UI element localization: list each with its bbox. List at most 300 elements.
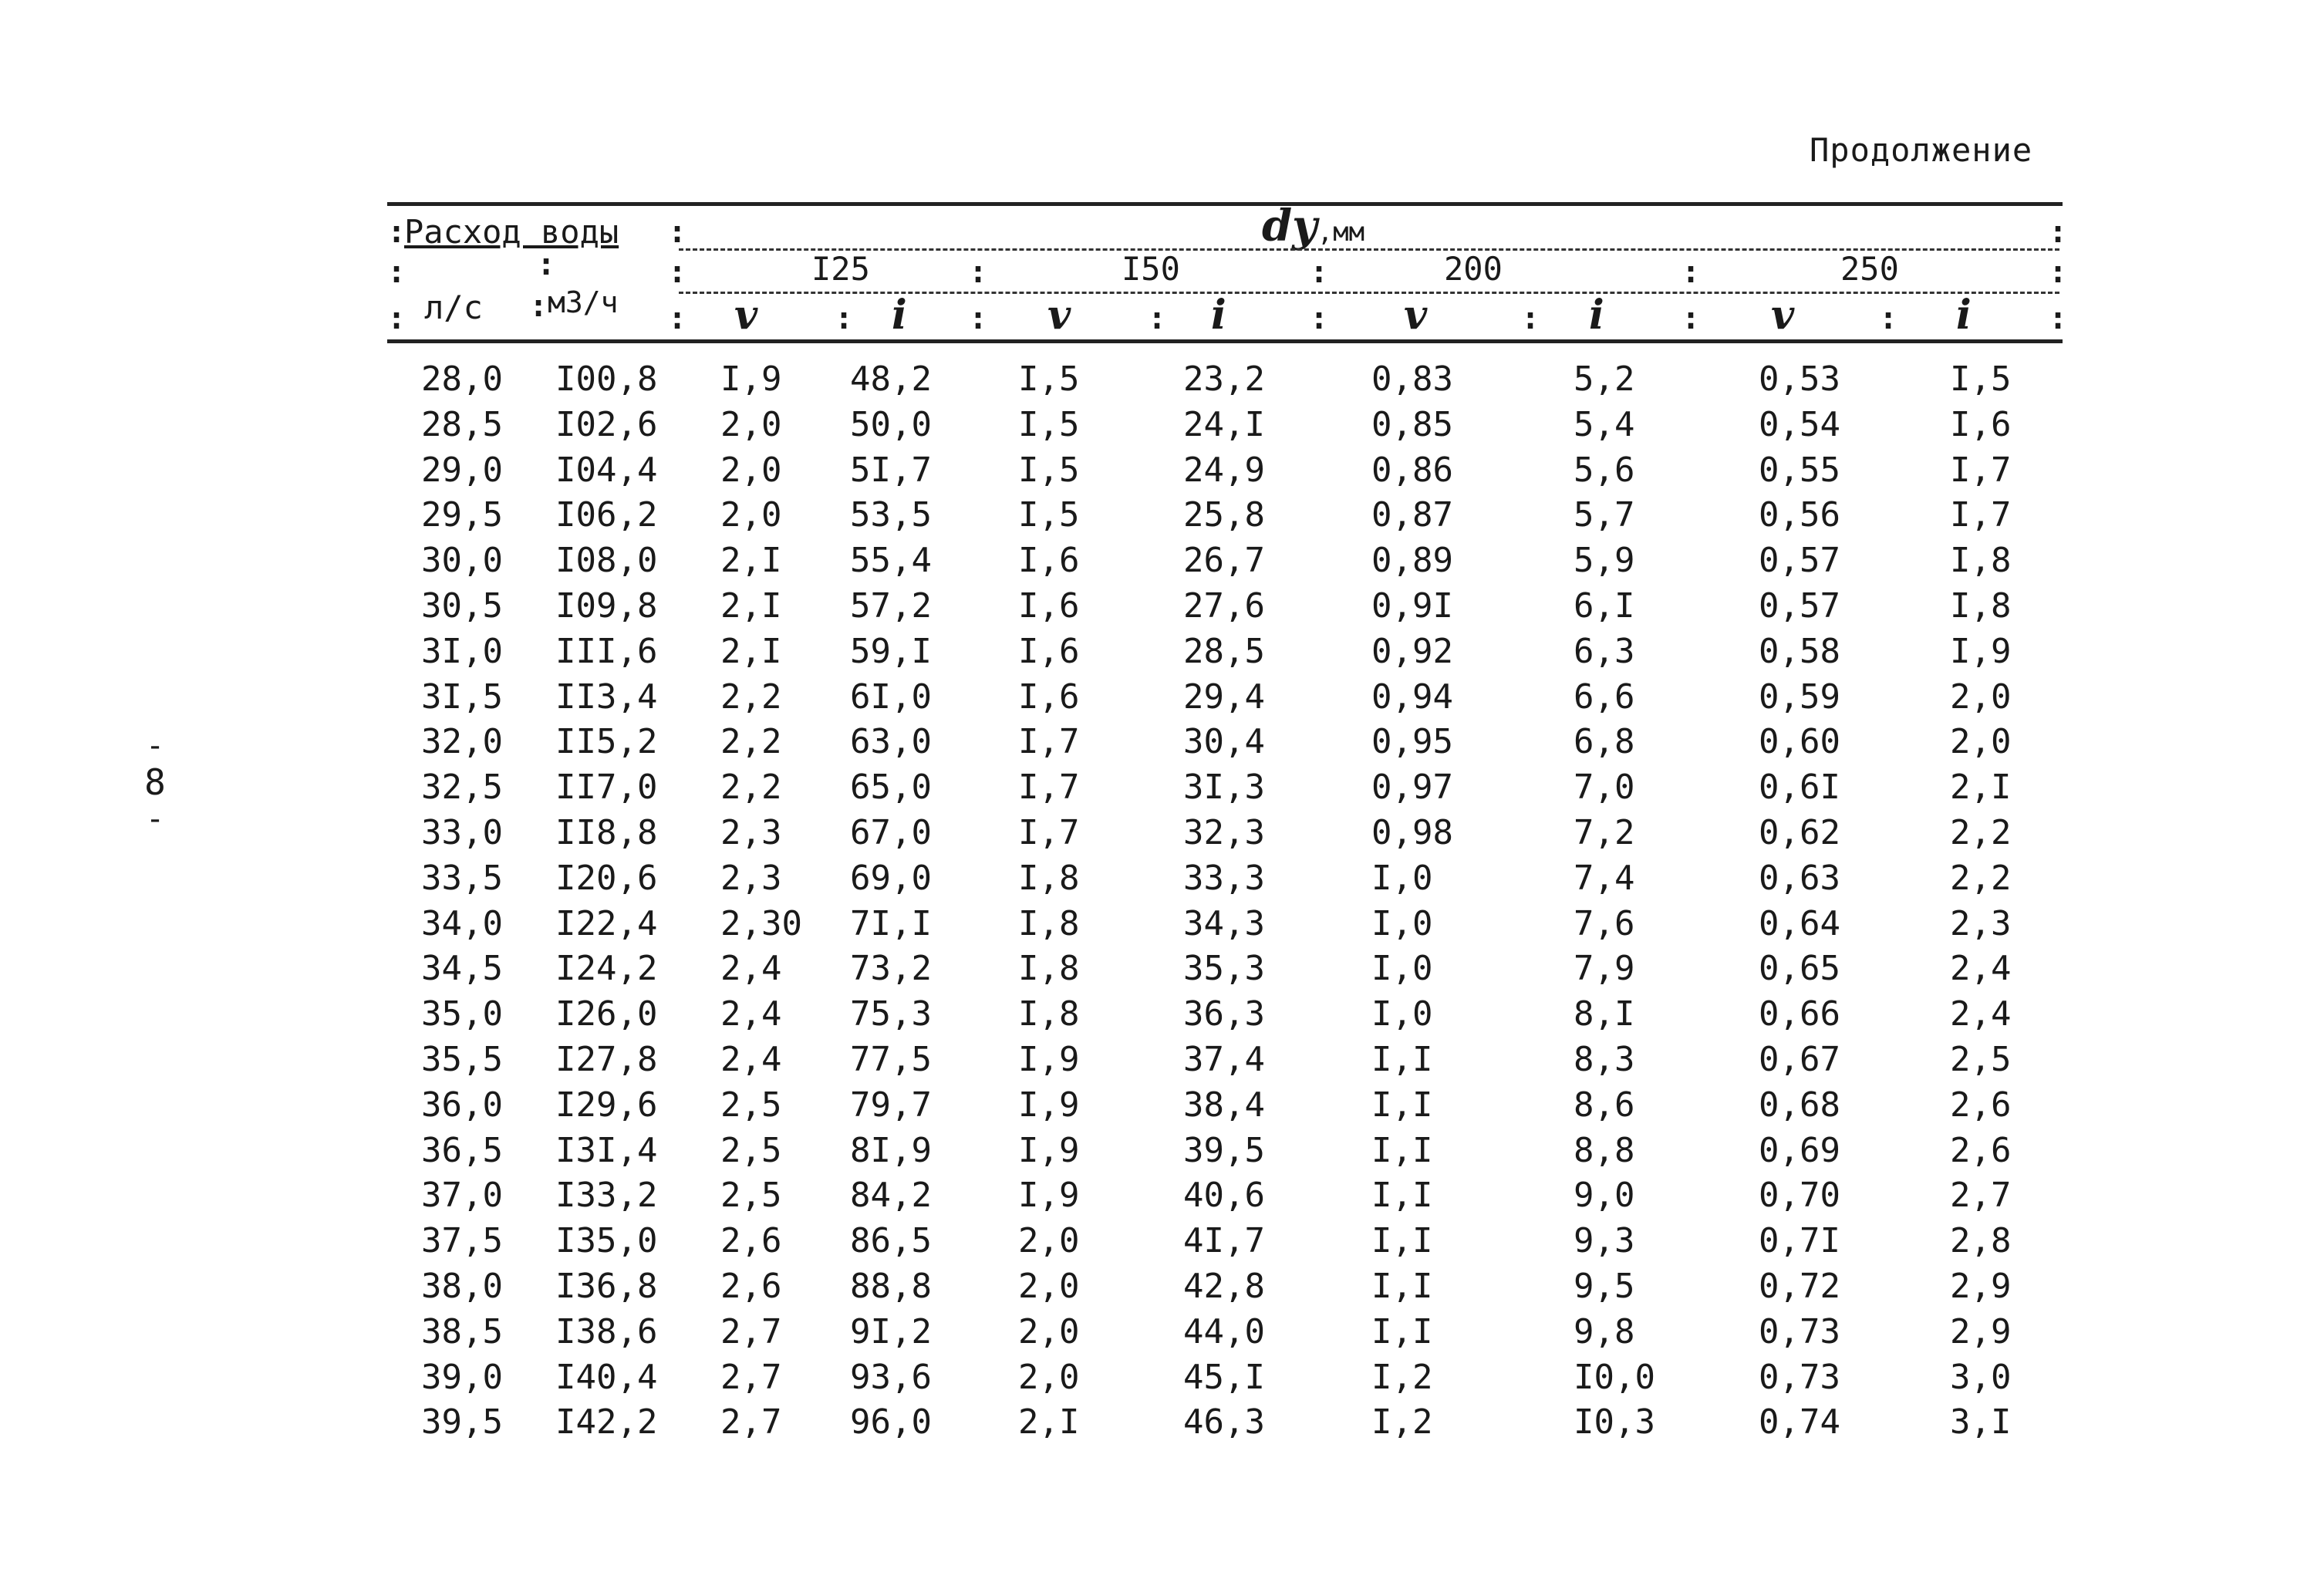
velocity-250-cell: 0,58: [1759, 631, 1840, 671]
flow-m3-per-h-cell: I22,4: [555, 903, 658, 943]
velocity-200-cell: I,0: [1371, 949, 1433, 989]
velocity-200-cell: 0,89: [1371, 541, 1453, 581]
slope-200-cell: 6,6: [1574, 677, 1635, 717]
velocity-250-cell: 0,6I: [1759, 768, 1840, 808]
slope-125-cell: 86,5: [850, 1221, 932, 1261]
velocity-200-cell: 0,83: [1371, 359, 1453, 399]
flow-m3-per-h-cell: I26,0: [555, 994, 658, 1034]
velocity-250-cell: 0,70: [1759, 1176, 1840, 1216]
slope-125-cell: 48,2: [850, 359, 932, 399]
slope-200-cell: 9,8: [1574, 1311, 1635, 1351]
header-colon: :: [1682, 301, 1701, 336]
slope-200-cell: 8,6: [1574, 1085, 1635, 1125]
table-row: [0, 1402, 2314, 1447]
flow-m3-per-h-cell: I04,4: [555, 450, 658, 490]
velocity-150-cell: I,6: [1018, 586, 1080, 626]
velocity-200-cell: I,0: [1371, 903, 1433, 943]
slope-150-cell: 3I,3: [1183, 768, 1265, 808]
velocity-125-cell: 2,0: [720, 450, 782, 490]
flow-l-per-s-cell: 34,5: [421, 949, 503, 989]
slope-250-cell: 2,I: [1950, 768, 2012, 808]
slope-125-cell: 73,2: [850, 949, 932, 989]
slope-250-cell: 2,0: [1950, 722, 2012, 762]
flow-l-per-s-cell: 32,0: [421, 722, 503, 762]
slope-125-cell: 65,0: [850, 768, 932, 808]
velocity-125-cell: 2,7: [720, 1402, 782, 1442]
velocity-125-cell: 2,I: [720, 586, 782, 626]
table-row: [0, 677, 2314, 722]
slope-200-cell: 7,9: [1574, 949, 1635, 989]
flow-m3-per-h-cell: I08,0: [555, 541, 658, 581]
page-number-value: 8: [144, 761, 166, 803]
velocity-250-cell: 0,56: [1759, 495, 1840, 535]
velocity-250-cell: 0,66: [1759, 994, 1840, 1034]
slope-200-header: i: [1589, 292, 1604, 339]
flow-l-per-s-cell: 35,0: [421, 994, 503, 1034]
velocity-150-cell: I,8: [1018, 949, 1080, 989]
velocity-200-cell: I,I: [1371, 1267, 1433, 1306]
velocity-150-header: v: [1047, 292, 1071, 339]
slope-200-cell: I0,3: [1574, 1402, 1655, 1442]
table-row: [0, 722, 2314, 767]
velocity-125-cell: 2,6: [720, 1267, 782, 1306]
slope-125-header: i: [892, 292, 907, 339]
velocity-150-cell: I,8: [1018, 858, 1080, 898]
flow-l-per-s-cell: 38,5: [421, 1311, 503, 1351]
m3-per-h-header: м3/ч: [548, 285, 619, 319]
slope-150-cell: 4I,7: [1183, 1221, 1265, 1261]
table-row: [0, 1221, 2314, 1266]
flow-m3-per-h-cell: II7,0: [555, 768, 658, 808]
table-row: [0, 405, 2314, 450]
slope-125-cell: 79,7: [850, 1085, 932, 1125]
velocity-125-cell: 2,0: [720, 404, 782, 444]
slope-200-cell: 6,8: [1574, 722, 1635, 762]
velocity-150-cell: I,7: [1018, 813, 1080, 852]
slope-250-cell: I,7: [1950, 450, 2012, 490]
header-colon: :: [1682, 255, 1701, 290]
velocity-250-cell: 0,63: [1759, 858, 1840, 898]
velocity-250-cell: 0,60: [1759, 722, 1840, 762]
table-row: [0, 1131, 2314, 1176]
table-row: [0, 495, 2314, 540]
slope-200-cell: 7,6: [1574, 903, 1635, 943]
velocity-250-cell: 0,62: [1759, 813, 1840, 852]
header-colon: :: [969, 255, 988, 290]
flow-m3-per-h-cell: III,6: [555, 631, 658, 671]
velocity-200-cell: 0,87: [1371, 495, 1453, 535]
table-row: [0, 1176, 2314, 1220]
velocity-150-cell: 2,I: [1018, 1402, 1080, 1442]
velocity-200-cell: 0,86: [1371, 450, 1453, 490]
diameter-250: 250: [1840, 250, 1899, 288]
slope-200-cell: 5,4: [1574, 404, 1635, 444]
velocity-200-cell: 0,9I: [1371, 586, 1453, 626]
flow-l-per-s-cell: 30,5: [421, 586, 503, 626]
slope-200-cell: I0,0: [1574, 1357, 1655, 1397]
slope-150-cell: 35,3: [1183, 949, 1265, 989]
flow-m3-per-h-cell: I06,2: [555, 495, 658, 535]
table-row: [0, 541, 2314, 585]
velocity-200-cell: 0,95: [1371, 722, 1453, 762]
slope-200-cell: 7,4: [1574, 858, 1635, 898]
slope-150-cell: 33,3: [1183, 858, 1265, 898]
velocity-150-cell: 2,0: [1018, 1221, 1080, 1261]
velocity-150-cell: I,5: [1018, 450, 1080, 490]
slope-250-cell: 2,4: [1950, 994, 2012, 1034]
slope-125-cell: 50,0: [850, 404, 932, 444]
flow-l-per-s-cell: 35,5: [421, 1040, 503, 1079]
table-row: [0, 450, 2314, 495]
header-colon: :: [2049, 301, 2068, 336]
slope-250-cell: I,5: [1950, 359, 2012, 399]
slope-200-cell: 7,0: [1574, 768, 1635, 808]
velocity-250-cell: 0,53: [1759, 359, 1840, 399]
flow-l-per-s-cell: 29,5: [421, 495, 503, 535]
slope-250-cell: 2,8: [1950, 1221, 2012, 1261]
slope-250-cell: 2,9: [1950, 1311, 2012, 1351]
table-row: [0, 586, 2314, 631]
table-row: [0, 1085, 2314, 1130]
flow-m3-per-h-cell: II3,4: [555, 677, 658, 717]
flow-l-per-s-cell: 37,5: [421, 1221, 503, 1261]
slope-200-cell: 9,5: [1574, 1267, 1635, 1306]
velocity-125-cell: 2,5: [720, 1085, 782, 1125]
slope-250-cell: I,6: [1950, 404, 2012, 444]
mm-unit: ,мм: [1317, 217, 1365, 248]
slope-150-cell: 46,3: [1183, 1402, 1265, 1442]
table-row: [0, 994, 2314, 1039]
header-colon: :: [387, 301, 406, 336]
flow-m3-per-h-cell: I35,0: [555, 1221, 658, 1261]
slope-125-cell: 67,0: [850, 813, 932, 852]
slope-125-cell: 77,5: [850, 1040, 932, 1079]
slope-200-cell: 5,2: [1574, 359, 1635, 399]
slope-200-cell: 9,3: [1574, 1221, 1635, 1261]
header-colon: :: [668, 301, 687, 336]
l-per-s-header: л/с: [424, 288, 483, 326]
flow-l-per-s-cell: 33,0: [421, 813, 503, 852]
slope-250-cell: 2,7: [1950, 1176, 2012, 1216]
slope-250-cell: I,8: [1950, 586, 2012, 626]
velocity-150-cell: I,9: [1018, 1040, 1080, 1079]
flow-m3-per-h-cell: I40,4: [555, 1357, 658, 1397]
slope-125-cell: 7I,I: [850, 903, 932, 943]
velocity-200-cell: I,I: [1371, 1311, 1433, 1351]
velocity-250-cell: 0,69: [1759, 1130, 1840, 1170]
flow-l-per-s-cell: 3I,0: [421, 631, 503, 671]
slope-250-cell: 2,5: [1950, 1040, 2012, 1079]
flow-l-per-s-cell: 30,0: [421, 541, 503, 581]
slope-150-cell: 42,8: [1183, 1267, 1265, 1306]
diameter-150: I50: [1122, 250, 1180, 288]
slope-250-cell: I,8: [1950, 541, 2012, 581]
table-header-bottom-rule: [387, 339, 2063, 343]
velocity-250-cell: 0,65: [1759, 949, 1840, 989]
slope-200-cell: 5,9: [1574, 541, 1635, 581]
velocity-200-cell: I,2: [1371, 1402, 1433, 1442]
slope-150-cell: 45,I: [1183, 1357, 1265, 1397]
slope-150-cell: 38,4: [1183, 1085, 1265, 1125]
slope-150-cell: 23,2: [1183, 359, 1265, 399]
header-colon: :: [1148, 301, 1167, 336]
slope-150-cell: 27,6: [1183, 586, 1265, 626]
velocity-200-cell: I,I: [1371, 1130, 1433, 1170]
flow-m3-per-h-cell: I3I,4: [555, 1130, 658, 1170]
velocity-200-cell: 0,92: [1371, 631, 1453, 671]
slope-200-cell: 8,I: [1574, 994, 1635, 1034]
velocity-125-cell: 2,6: [720, 1221, 782, 1261]
slope-200-cell: 7,2: [1574, 813, 1635, 852]
velocity-150-cell: I,7: [1018, 722, 1080, 762]
velocity-250-cell: 0,73: [1759, 1357, 1840, 1397]
velocity-150-cell: I,8: [1018, 903, 1080, 943]
flow-m3-per-h-cell: I33,2: [555, 1176, 658, 1216]
slope-250-cell: 2,9: [1950, 1267, 2012, 1306]
flow-m3-per-h-cell: I29,6: [555, 1085, 658, 1125]
velocity-125-cell: 2,4: [720, 994, 782, 1034]
velocity-125-cell: 2,5: [720, 1176, 782, 1216]
flow-m3-per-h-cell: I09,8: [555, 586, 658, 626]
flow-m3-per-h-cell: I36,8: [555, 1267, 658, 1306]
slope-150-cell: 40,6: [1183, 1176, 1265, 1216]
table-row: [0, 859, 2314, 903]
velocity-250-header: v: [1771, 292, 1795, 339]
velocity-150-cell: I,9: [1018, 1130, 1080, 1170]
velocity-125-cell: 2,2: [720, 768, 782, 808]
table-row: [0, 949, 2314, 994]
slope-125-cell: 59,I: [850, 631, 932, 671]
flow-l-per-s-cell: 36,5: [421, 1130, 503, 1170]
velocity-125-cell: 2,2: [720, 722, 782, 762]
flow-l-per-s-cell: 29,0: [421, 450, 503, 490]
table-row: [0, 359, 2314, 404]
slope-150-cell: 28,5: [1183, 631, 1265, 671]
flow-l-per-s-cell: 3I,5: [421, 677, 503, 717]
slope-125-cell: 84,2: [850, 1176, 932, 1216]
slope-125-cell: 96,0: [850, 1402, 932, 1442]
velocity-250-cell: 0,73: [1759, 1311, 1840, 1351]
velocity-200-cell: 0,94: [1371, 677, 1453, 717]
slope-150-cell: 29,4: [1183, 677, 1265, 717]
velocity-150-cell: 2,0: [1018, 1267, 1080, 1306]
velocity-125-cell: 2,5: [720, 1130, 782, 1170]
flow-l-per-s-cell: 34,0: [421, 903, 503, 943]
velocity-250-cell: 0,54: [1759, 404, 1840, 444]
flow-l-per-s-cell: 32,5: [421, 768, 503, 808]
velocity-150-cell: I,8: [1018, 994, 1080, 1034]
velocity-150-cell: I,6: [1018, 541, 1080, 581]
slope-200-cell: 8,3: [1574, 1040, 1635, 1079]
slope-150-cell: 39,5: [1183, 1130, 1265, 1170]
header-colon: :: [1310, 301, 1329, 336]
velocity-150-cell: I,5: [1018, 495, 1080, 535]
flow-m3-per-h-cell: I42,2: [555, 1402, 658, 1442]
velocity-250-cell: 0,72: [1759, 1267, 1840, 1306]
header-colon: :: [387, 214, 406, 250]
velocity-250-cell: 0,57: [1759, 541, 1840, 581]
velocity-150-cell: I,6: [1018, 677, 1080, 717]
header-colon: :: [668, 255, 687, 290]
velocity-125-cell: 2,0: [720, 495, 782, 535]
slope-125-cell: 55,4: [850, 541, 932, 581]
flow-l-per-s-cell: 39,5: [421, 1402, 503, 1442]
slope-200-cell: 6,3: [1574, 631, 1635, 671]
velocity-150-cell: I,5: [1018, 404, 1080, 444]
header-colon: :: [387, 255, 406, 290]
velocity-125-cell: 2,30: [720, 903, 802, 943]
slope-200-cell: 5,6: [1574, 450, 1635, 490]
velocity-200-cell: I,I: [1371, 1176, 1433, 1216]
header-colon: :: [1521, 301, 1540, 336]
diameter-125: I25: [811, 250, 870, 288]
velocity-125-cell: 2,4: [720, 949, 782, 989]
slope-150-cell: 32,3: [1183, 813, 1265, 852]
velocity-150-cell: I,7: [1018, 768, 1080, 808]
velocity-150-cell: I,9: [1018, 1085, 1080, 1125]
velocity-200-cell: I,0: [1371, 858, 1433, 898]
velocity-125-cell: 2,4: [720, 1040, 782, 1079]
slope-125-cell: 63,0: [850, 722, 932, 762]
slope-150-cell: 34,3: [1183, 903, 1265, 943]
flow-l-per-s-cell: 38,0: [421, 1267, 503, 1306]
velocity-200-cell: 0,97: [1371, 768, 1453, 808]
table-row: [0, 904, 2314, 949]
flow-l-per-s-cell: 36,0: [421, 1085, 503, 1125]
slope-125-cell: 57,2: [850, 586, 932, 626]
header-colon: :: [668, 214, 687, 250]
velocity-125-cell: I,9: [720, 359, 782, 399]
slope-150-cell: 26,7: [1183, 541, 1265, 581]
velocity-150-cell: 2,0: [1018, 1311, 1080, 1351]
flow-l-per-s-cell: 28,0: [421, 359, 503, 399]
slope-250-cell: 2,3: [1950, 903, 2012, 943]
flow-m3-per-h-cell: I38,6: [555, 1311, 658, 1351]
velocity-250-cell: 0,7I: [1759, 1221, 1840, 1261]
velocity-150-cell: I,6: [1018, 631, 1080, 671]
slope-250-cell: 2,0: [1950, 677, 2012, 717]
flow-m3-per-h-cell: I20,6: [555, 858, 658, 898]
slope-250-cell: I,7: [1950, 495, 2012, 535]
slope-150-cell: 25,8: [1183, 495, 1265, 535]
velocity-250-cell: 0,74: [1759, 1402, 1840, 1442]
page-number-dash-top: -: [145, 728, 165, 764]
dy-symbol: dy: [1262, 201, 1317, 251]
slope-125-cell: 75,3: [850, 994, 932, 1034]
slope-150-header: i: [1211, 292, 1226, 339]
slope-250-cell: 2,6: [1950, 1130, 2012, 1170]
header-sub-rule: [679, 292, 2059, 294]
slope-250-cell: 3,0: [1950, 1357, 2012, 1397]
table-row: [0, 1358, 2314, 1402]
flow-m3-per-h-cell: I27,8: [555, 1040, 658, 1079]
flow-l-per-s-cell: 33,5: [421, 858, 503, 898]
header-colon: :: [2049, 214, 2068, 250]
velocity-200-cell: I,I: [1371, 1085, 1433, 1125]
slope-250-cell: 2,6: [1950, 1085, 2012, 1125]
flow-l-per-s-cell: 37,0: [421, 1176, 503, 1216]
slope-150-cell: 30,4: [1183, 722, 1265, 762]
velocity-250-cell: 0,59: [1759, 677, 1840, 717]
velocity-150-cell: 2,0: [1018, 1357, 1080, 1397]
velocity-125-cell: 2,I: [720, 631, 782, 671]
slope-150-cell: 44,0: [1183, 1311, 1265, 1351]
page-number-dash-bottom: -: [145, 801, 165, 837]
slope-125-cell: 8I,9: [850, 1130, 932, 1170]
velocity-200-cell: I,2: [1371, 1357, 1433, 1397]
velocity-125-cell: 2,I: [720, 541, 782, 581]
velocity-200-cell: I,I: [1371, 1040, 1433, 1079]
flow-l-per-s-cell: 28,5: [421, 404, 503, 444]
velocity-125-cell: 2,2: [720, 677, 782, 717]
velocity-200-cell: 0,98: [1371, 813, 1453, 852]
velocity-200-cell: 0,85: [1371, 404, 1453, 444]
velocity-250-cell: 0,55: [1759, 450, 1840, 490]
table-row: [0, 813, 2314, 858]
velocity-250-cell: 0,64: [1759, 903, 1840, 943]
header-colon: :: [969, 301, 988, 336]
slope-125-cell: 6I,0: [850, 677, 932, 717]
header-colon: :: [835, 301, 854, 336]
flow-l-per-s-cell: 39,0: [421, 1357, 503, 1397]
slope-150-cell: 24,I: [1183, 404, 1265, 444]
slope-125-cell: 53,5: [850, 495, 932, 535]
table-row: [0, 1312, 2314, 1357]
velocity-125-header: v: [734, 292, 758, 339]
table-top-rule: [387, 202, 2063, 206]
slope-250-header: i: [1956, 292, 1972, 339]
table-row: [0, 1040, 2314, 1085]
velocity-250-cell: 0,67: [1759, 1040, 1840, 1079]
slope-250-cell: 2,2: [1950, 813, 2012, 852]
slope-150-cell: 36,3: [1183, 994, 1265, 1034]
velocity-125-cell: 2,7: [720, 1311, 782, 1351]
velocity-150-cell: I,9: [1018, 1176, 1080, 1216]
water-flow-header: Расход воды: [404, 213, 619, 251]
continuation-label: Продолжение: [1810, 131, 2033, 169]
flow-m3-per-h-cell: II5,2: [555, 722, 658, 762]
velocity-250-cell: 0,68: [1759, 1085, 1840, 1125]
table-row: [0, 632, 2314, 677]
velocity-200-cell: I,I: [1371, 1221, 1433, 1261]
header-colon: :: [1310, 255, 1329, 290]
header-colon: :: [537, 247, 556, 282]
velocity-125-cell: 2,7: [720, 1357, 782, 1397]
velocity-125-cell: 2,3: [720, 813, 782, 852]
diameter-200: 200: [1444, 250, 1503, 288]
velocity-200-header: v: [1404, 292, 1428, 339]
slope-200-cell: 5,7: [1574, 495, 1635, 535]
slope-250-cell: I,9: [1950, 631, 2012, 671]
flow-m3-per-h-cell: I00,8: [555, 359, 658, 399]
slope-200-cell: 9,0: [1574, 1176, 1635, 1216]
slope-125-cell: 88,8: [850, 1267, 932, 1306]
flow-m3-per-h-cell: I24,2: [555, 949, 658, 989]
velocity-125-cell: 2,3: [720, 858, 782, 898]
slope-200-cell: 8,8: [1574, 1130, 1635, 1170]
table-row: [0, 1267, 2314, 1311]
slope-250-cell: 2,2: [1950, 858, 2012, 898]
table-row: [0, 768, 2314, 812]
velocity-150-cell: I,5: [1018, 359, 1080, 399]
slope-250-cell: 2,4: [1950, 949, 2012, 989]
header-colon: :: [529, 288, 548, 324]
slope-150-cell: 24,9: [1183, 450, 1265, 490]
nominal-diameter-header: [1262, 201, 1364, 251]
slope-250-cell: 3,I: [1950, 1402, 2012, 1442]
flow-m3-per-h-cell: I02,6: [555, 404, 658, 444]
flow-m3-per-h-cell: II8,8: [555, 813, 658, 852]
